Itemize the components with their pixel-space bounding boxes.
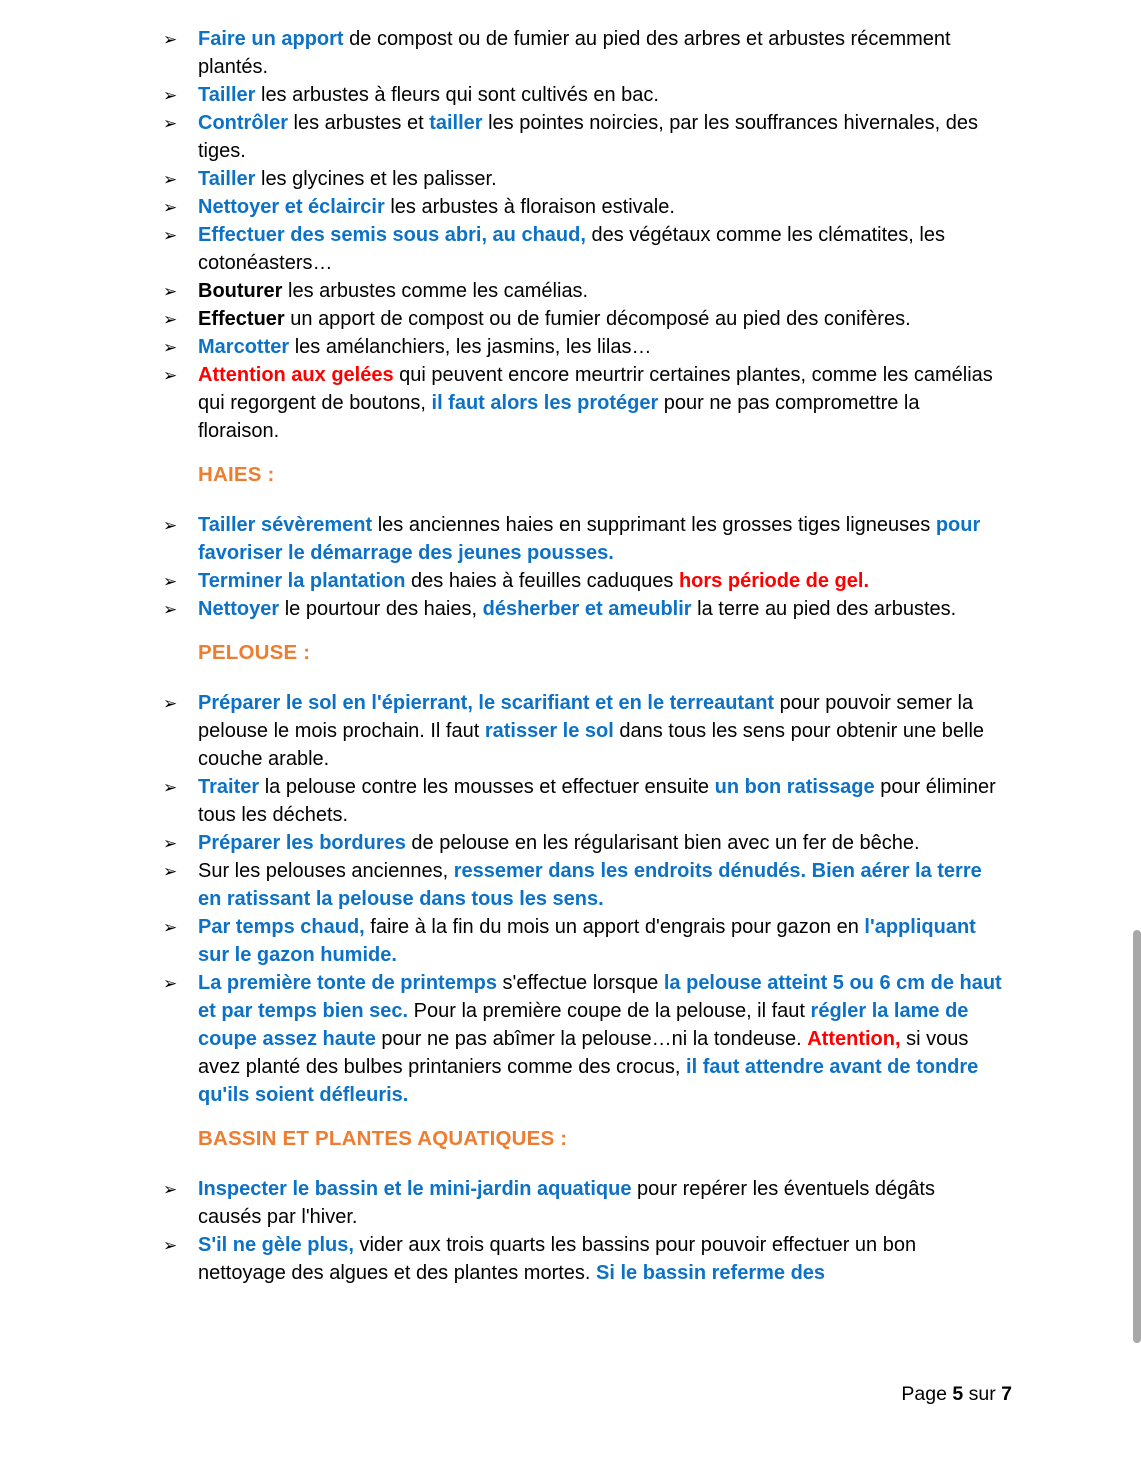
text-segment: faire à la fin du mois un apport d'engrais pour gazon en	[364, 916, 865, 938]
text-segment: Traiter	[198, 776, 260, 798]
arrow-bullet-icon: ➢	[163, 226, 178, 245]
text-segment: il faut alors les protéger	[431, 392, 659, 414]
page-footer	[0, 1382, 1012, 1406]
text-segment: les glycines et les palisser.	[255, 168, 497, 190]
text-segment: Préparer le sol en l'épierrant, le scarifiant et en le terreautant	[198, 692, 775, 714]
text-segment: S'il ne gèle plus,	[198, 1234, 354, 1256]
arrow-bullet-icon: ➢	[163, 918, 178, 937]
arrow-bullet-icon: ➢	[163, 282, 178, 301]
text-segment: l'appliquant sur le gazon humide.	[198, 916, 976, 966]
text-segment: pour éliminer tous les déchets.	[198, 776, 996, 826]
text-segment: un bon ratissage	[714, 776, 875, 798]
arrow-bullet-icon: ➢	[163, 974, 178, 993]
list-item	[163, 305, 1003, 333]
footer-total-pages: 7	[1001, 1383, 1012, 1405]
text-segment: La première tonte de printemps	[198, 972, 497, 994]
section-heading: HAIES :	[198, 463, 275, 486]
text-segment: Par temps chaud,	[198, 916, 365, 938]
list-item	[163, 333, 1003, 361]
text-segment: vider aux trois quarts les bassins pour pouvoir effectuer un bon nettoyage des algues et des plantes mortes.	[198, 1234, 917, 1284]
list-item	[163, 81, 1003, 109]
list-item	[163, 857, 1003, 913]
arrow-bullet-icon: ➢	[163, 338, 178, 357]
text-segment: Faire un apport	[198, 28, 344, 50]
text-segment: les pointes noircies, par les souffrances hivernales, des tiges.	[198, 112, 978, 162]
text-segment: Attention,	[807, 1028, 901, 1050]
bullet-list	[0, 1175, 1015, 1287]
arrow-bullet-icon: ➢	[163, 834, 178, 853]
text-segment: Si le bassin referme des	[596, 1262, 826, 1284]
text-segment: Préparer les bordures	[198, 832, 406, 854]
text-segment: Tailler	[198, 84, 256, 106]
arrow-bullet-icon: ➢	[163, 366, 178, 385]
text-segment: pour pouvoir semer la pelouse le mois prochain. Il faut	[198, 692, 974, 742]
list-item	[163, 277, 1003, 305]
list-item	[163, 773, 1003, 829]
text-segment: Tailler sévèrement	[198, 514, 373, 536]
text-segment: Nettoyer	[198, 598, 280, 620]
text-segment: Inspecter le bassin et le mini-jardin aquatique	[198, 1178, 632, 1200]
text-segment: les arbustes et	[288, 112, 430, 134]
arrow-bullet-icon: ➢	[163, 86, 178, 105]
text-segment: pour ne pas abîmer la pelouse…ni la tondeuse.	[375, 1028, 808, 1050]
text-segment: la pelouse contre les mousses et effectuer ensuite	[259, 776, 715, 798]
arrow-bullet-icon: ➢	[163, 572, 178, 591]
list-item	[163, 829, 1003, 857]
text-segment: Effectuer	[198, 308, 285, 330]
section-heading: BASSIN ET PLANTES AQUATIQUES :	[198, 1127, 568, 1150]
bullet-list	[0, 511, 1015, 623]
text-segment: les anciennes haies en supprimant les grosses tiges ligneuses	[372, 514, 936, 536]
text-segment: il faut attendre avant de tondre qu'ils soient défleuris.	[198, 1056, 979, 1106]
section-heading: PELOUSE :	[198, 641, 311, 664]
list-item	[163, 511, 1003, 567]
text-segment: les arbustes à fleurs qui sont cultivés en bac.	[255, 84, 659, 106]
arrow-bullet-icon: ➢	[163, 600, 178, 619]
list-item	[163, 567, 1003, 595]
list-item	[163, 969, 1003, 1109]
text-segment: Contrôler	[198, 112, 288, 134]
text-segment: les arbustes à floraison estivale.	[384, 196, 675, 218]
footer-separator: sur	[963, 1383, 1002, 1405]
text-segment: des végétaux comme les clématites, les cotonéasters…	[198, 224, 945, 274]
footer-page-label: Page	[901, 1383, 953, 1405]
text-segment: hors période de gel.	[678, 570, 870, 592]
text-segment: si vous avez planté des bulbes printaniers comme des crocus,	[198, 1028, 969, 1078]
arrow-bullet-icon: ➢	[163, 694, 178, 713]
list-item	[163, 193, 1003, 221]
text-segment: un apport de compost ou de fumier décomposé au pied des conifères.	[284, 308, 911, 330]
list-item	[163, 361, 1003, 445]
text-segment: Pour la première coupe de la pelouse, il faut	[408, 1000, 811, 1022]
list-item	[163, 689, 1003, 773]
text-segment: Effectuer des semis sous abri, au chaud,	[198, 224, 586, 246]
text-segment: Attention aux gelées	[198, 364, 394, 386]
arrow-bullet-icon: ➢	[163, 778, 178, 797]
text-segment: régler la lame de coupe assez haute	[198, 1000, 969, 1050]
text-segment: s'effectue lorsque	[496, 972, 664, 994]
arrow-bullet-icon: ➢	[163, 516, 178, 535]
bullet-list	[0, 25, 1015, 445]
arrow-bullet-icon: ➢	[163, 862, 178, 881]
arrow-bullet-icon: ➢	[163, 30, 178, 49]
text-segment: Terminer la plantation	[198, 570, 406, 592]
list-item	[163, 1231, 1003, 1287]
text-segment: les arbustes comme les camélias.	[282, 280, 589, 302]
bullet-list	[0, 689, 1015, 1109]
text-segment: tailler	[429, 112, 483, 134]
text-segment: pour repérer les éventuels dégâts causés par l'hiver.	[198, 1178, 935, 1228]
text-segment: Tailler	[198, 168, 256, 190]
text-segment: désherber et ameublir	[482, 598, 692, 620]
text-segment: des haies à feuilles caduques	[405, 570, 679, 592]
text-segment: pour ne pas compromettre la floraison.	[198, 392, 920, 442]
text-segment: de compost ou de fumier au pied des arbres et arbustes récemment plantés.	[198, 28, 951, 78]
text-segment: de pelouse en les régularisant bien avec un fer de bêche.	[405, 832, 920, 854]
list-item	[163, 1175, 1003, 1231]
arrow-bullet-icon: ➢	[163, 114, 178, 133]
text-segment: pour favoriser le démarrage des jeunes pousses.	[198, 514, 981, 564]
list-item	[163, 165, 1003, 193]
document-content	[0, 25, 1015, 1287]
text-segment: qui peuvent encore meurtrir certaines plantes, comme les camélias qui regorgent de boutons,	[198, 364, 993, 414]
text-segment: dans tous les sens pour obtenir une belle couche arable.	[198, 720, 985, 770]
text-segment: ressemer dans les endroits dénudés. Bien aérer la terre en ratissant la pelouse dans tous les sens.	[198, 860, 982, 910]
text-segment: Sur les pelouses anciennes,	[198, 860, 454, 882]
text-segment: Marcotter	[198, 336, 290, 358]
text-segment: ratisser le sol	[484, 720, 614, 742]
list-item	[163, 109, 1003, 165]
text-segment: les amélanchiers, les jasmins, les lilas…	[289, 336, 652, 358]
list-item	[163, 595, 1003, 623]
arrow-bullet-icon: ➢	[163, 198, 178, 217]
text-segment: le pourtour des haies,	[279, 598, 483, 620]
list-item	[163, 913, 1003, 969]
text-segment: Bouturer	[198, 280, 283, 302]
text-segment: la pelouse atteint 5 ou 6 cm de haut et par temps bien sec.	[198, 972, 1002, 1022]
arrow-bullet-icon: ➢	[163, 170, 178, 189]
list-item	[163, 221, 1003, 277]
list-item	[163, 25, 1003, 81]
arrow-bullet-icon: ➢	[163, 1180, 178, 1199]
footer-page-number: 5	[952, 1383, 964, 1405]
arrow-bullet-icon: ➢	[163, 310, 178, 329]
arrow-bullet-icon: ➢	[163, 1236, 178, 1255]
scrollbar-thumb[interactable]	[1133, 930, 1141, 1343]
text-segment: Nettoyer et éclaircir	[198, 196, 385, 218]
text-segment: la terre au pied des arbustes.	[691, 598, 957, 620]
